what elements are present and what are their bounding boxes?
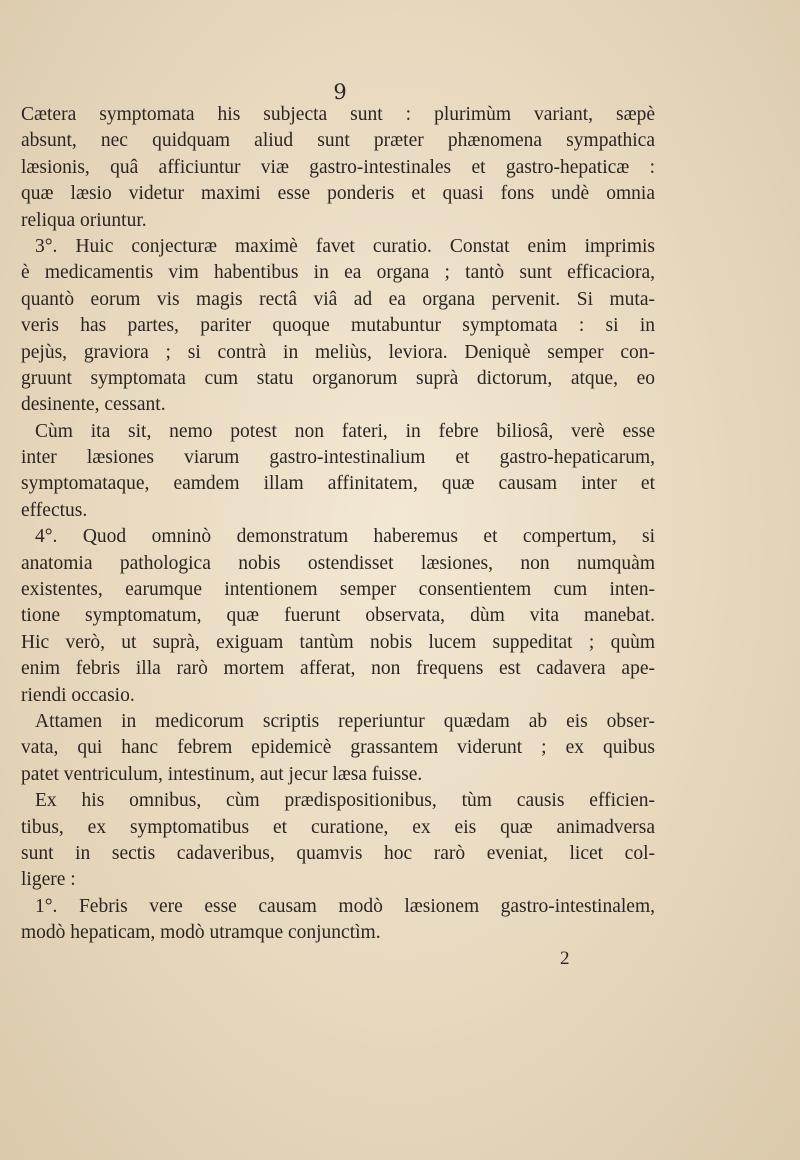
text-line: 3°. Huic conjecturæ maximè favet curatio. Constat enim imprimis [35, 235, 655, 257]
text-line: modò hepaticam, modò utramque conjunctìm. [21, 922, 381, 944]
text-line: tibus, ex symptomatibus et curatione, ex eis quæ animadversa [21, 816, 655, 838]
text-line: Cùm ita sit, nemo potest non fateri, in febre biliosâ, verè esse [35, 420, 655, 442]
page-number: 9 [333, 80, 347, 104]
text-line: veris has partes, pariter quoque mutabuntur symptomata : si in [21, 315, 655, 337]
text-line: pejùs, graviora ; si contrà in meliùs, leviora. Deniquè semper con- [21, 341, 655, 363]
text-line: tione symptomatum, quæ fuerunt observata, dùm vita manebat. [21, 605, 655, 627]
text-line: patet ventriculum, intestinum, aut jecur læsa fuisse. [21, 763, 423, 785]
text-line: læsionis, quâ afficiuntur viæ gastro-intestinales et gastro-hepaticæ : [21, 156, 655, 178]
text-line: riendi occasio. [21, 684, 135, 706]
signature-mark: 2 [560, 948, 570, 969]
text-line: desinente, cessant. [21, 394, 166, 416]
text-line: è medicamentis vim habentibus in ea organa ; tantò sunt efficaciora, [21, 262, 655, 284]
text-line: vata, qui hanc febrem epidemicè grassantem viderunt ; ex quibus [21, 737, 655, 759]
text-line: Attamen in medicorum scriptis reperiuntur quædam ab eis obser- [35, 710, 655, 732]
text-line: Hic verò, ut suprà, exiguam tantùm nobis lucem suppeditat ; quùm [21, 631, 655, 653]
text-line: absunt, nec quidquam aliud sunt præter phænomena sympathica [21, 130, 655, 152]
body-text [21, 102, 655, 947]
text-line: inter læsiones viarum gastro-intestinalium et gastro-hepaticarum, [21, 447, 655, 469]
text-line: reliqua oriuntur. [21, 209, 147, 231]
text-line: quantò eorum vis magis rectâ viâ ad ea organa pervenit. Si muta- [21, 288, 655, 310]
text-line: quæ læsio videtur maximi esse ponderis et quasi fons undè omnia [21, 183, 655, 205]
text-line: 1°. Febris vere esse causam modò læsionem gastro-intestinalem, [35, 895, 655, 917]
text-line: enim febris illa rarò mortem afferat, non frequens est cadavera ape- [21, 658, 655, 680]
text-line: ligere : [21, 869, 76, 891]
text-line: existentes, earumque intentionem semper consentientem cum inten- [21, 579, 655, 601]
text-line: 4°. Quod omninò demonstratum haberemus et compertum, si [35, 526, 655, 548]
text-line: sunt in sectis cadaveribus, quamvis hoc rarò eveniat, licet col- [21, 842, 655, 864]
text-line: Cætera symptomata his subjecta sunt : plurimùm variant, sæpè [21, 104, 655, 125]
text-line: symptomataque, eamdem illam affinitatem, quæ causam inter et [21, 473, 655, 495]
text-line: Ex his omnibus, cùm prædispositionibus, tùm causis efficien- [35, 790, 655, 812]
text-line: gruunt symptomata cum statu organorum suprà dictorum, atque, eo [21, 367, 655, 389]
text-line: effectus. [21, 499, 88, 521]
text-line: anatomia pathologica nobis ostendisset læsiones, non numquàm [21, 552, 655, 574]
